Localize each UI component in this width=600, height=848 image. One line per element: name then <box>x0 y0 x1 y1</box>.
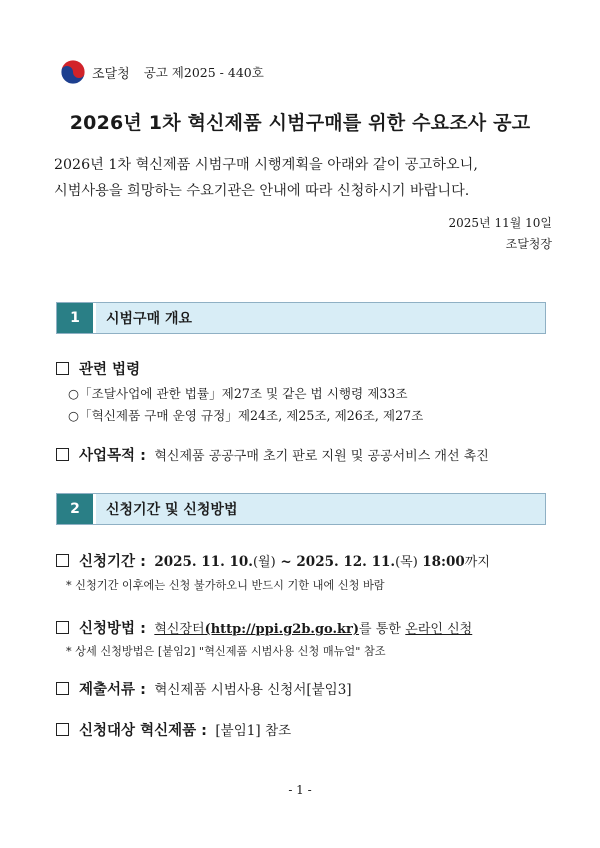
section-2-header <box>56 493 546 525</box>
section-number: 2 <box>57 494 93 524</box>
section-title: 시범구매 개요 <box>93 303 545 333</box>
document-header <box>60 58 264 86</box>
intro-line-1: 2026년 1차 혁신제품 시범구매 시행계획을 아래와 같이 공고하오니, <box>54 157 478 173</box>
purpose-row <box>56 444 489 465</box>
checkbox-square-icon <box>56 682 69 695</box>
method-url: (http://ppi.g2b.go.kr) <box>204 622 360 637</box>
docs-row <box>56 678 352 699</box>
method-label: 신청방법 : <box>79 621 146 637</box>
docs-value: 혁신제품 시범사용 신청서[붙임3] <box>154 682 352 698</box>
checkbox-square-icon <box>56 362 69 375</box>
document-title: 2026년 1차 혁신제품 시범구매를 위한 수요조사 공고 <box>69 112 531 134</box>
checkbox-square-icon <box>56 723 69 736</box>
target-label: 신청대상 혁신제품 : <box>79 723 207 739</box>
target-ref: [붙임1] <box>215 723 261 739</box>
taegeuk-logo-icon <box>60 59 86 85</box>
intro-line-2: 시범사용을 희망하는 수요기관은 안내에 따라 신청하시기 바랍니다. <box>54 183 470 199</box>
period-end: 2025. 12. 11. <box>296 554 396 570</box>
purpose-value: 혁신제품 공공구매 초기 판로 지원 및 공공서비스 개선 촉진 <box>154 449 489 464</box>
page-number: - 1 - <box>288 783 312 797</box>
period-start-day: (월) <box>252 555 276 570</box>
notice-date: 2025년 11월 10일 <box>448 216 552 230</box>
period-time: 18:00 <box>422 554 465 570</box>
section-1-header <box>56 302 546 334</box>
intro-paragraph <box>54 152 554 204</box>
law-item: ○「혁신제품 구매 운영 규정」제24조, 제25조, 제26조, 제27조 <box>68 408 424 423</box>
docs-label: 제출서류 : <box>79 682 146 698</box>
checkbox-square-icon <box>56 621 69 634</box>
laws-label: 관련 법령 <box>79 362 141 378</box>
period-label: 신청기간 : <box>79 554 146 570</box>
method-online: 온라인 신청 <box>405 622 473 637</box>
section-title: 신청기간 및 신청방법 <box>93 494 545 524</box>
signer: 조달청장 <box>505 237 552 251</box>
law-item: ○「조달사업에 관한 법률」제27조 및 같은 법 시행령 제33조 <box>68 386 408 401</box>
period-note: * 신청기간 이후에는 신청 불가하오니 반드시 기한 내에 신청 바람 <box>66 579 385 592</box>
notice-number: 공고 제2025 - 440호 <box>143 65 264 80</box>
period-tilde: ~ <box>275 554 297 570</box>
checkbox-square-icon <box>56 448 69 461</box>
purpose-label: 사업목적 : <box>79 448 146 464</box>
target-suffix: 참조 <box>265 723 292 739</box>
method-row <box>56 617 472 638</box>
section-number: 1 <box>57 303 93 333</box>
checkbox-square-icon <box>56 554 69 567</box>
method-mid: 를 통한 <box>359 622 401 637</box>
period-end-day: (목) <box>395 555 418 570</box>
method-note: * 상세 신청방법은 [붙임2] "혁신제품 시범사용 신청 매뉴얼" 참조 <box>66 645 386 658</box>
agency-name: 조달청 <box>92 66 130 82</box>
period-suffix: 까지 <box>464 555 490 570</box>
period-row <box>56 550 490 571</box>
period-start: 2025. 11. 10. <box>154 554 253 570</box>
target-row <box>56 719 291 740</box>
method-site: 혁신장터 <box>154 622 205 637</box>
laws-row <box>56 358 140 379</box>
